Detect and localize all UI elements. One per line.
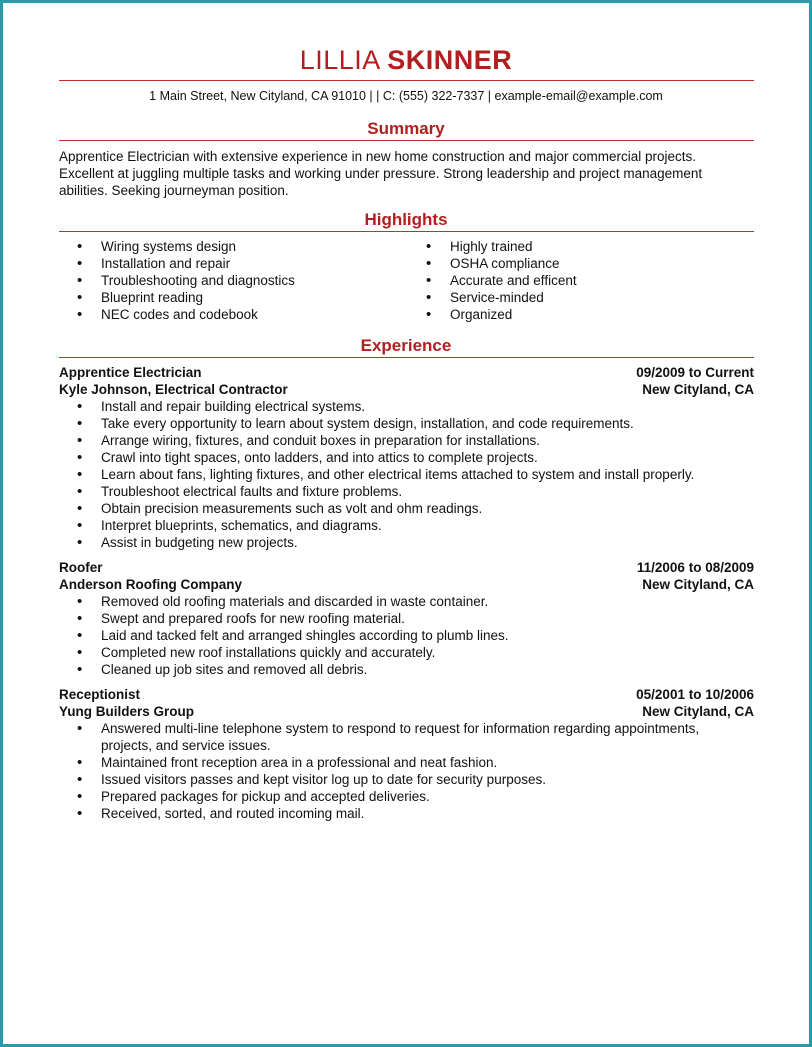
job-entry bbox=[59, 686, 754, 822]
highlight-item: • Installation and repair bbox=[59, 255, 399, 272]
job-company-row bbox=[59, 576, 754, 593]
duty-item: • Obtain precision measurements such as volt and ohm readings. bbox=[59, 500, 754, 517]
job-title: Roofer bbox=[59, 560, 103, 575]
summary-divider bbox=[59, 140, 754, 141]
highlight-item: • Troubleshooting and diagnostics bbox=[59, 272, 399, 289]
duty-item: • Troubleshoot electrical faults and fixture problems. bbox=[59, 483, 754, 500]
job-entry bbox=[59, 364, 754, 551]
first-name: LILLIA bbox=[299, 45, 380, 75]
highlight-item: • OSHA compliance bbox=[408, 255, 748, 272]
highlight-item: • Wiring systems design bbox=[59, 238, 399, 255]
duty-item: • Take every opportunity to learn about system design, installation, and code requirements. bbox=[59, 415, 754, 432]
duty-item: • Laid and tacked felt and arranged shingles according to plumb lines. bbox=[59, 627, 754, 644]
highlight-item: • Service-minded bbox=[408, 289, 748, 306]
duty-item: • Cleaned up job sites and removed all debris. bbox=[59, 661, 754, 678]
job-dates: 09/2009 to Current bbox=[636, 365, 754, 380]
job-entry bbox=[59, 559, 754, 678]
job-location: New Cityland, CA bbox=[642, 704, 754, 719]
duty-item: • Learn about fans, lighting fixtures, and other electrical items attached to system and install properly. bbox=[59, 466, 754, 483]
summary-heading: Summary bbox=[367, 119, 445, 138]
job-company-row bbox=[59, 381, 754, 398]
summary-line: Excellent at juggling multiple tasks and working under pressure. Strong leadership and project management bbox=[59, 166, 703, 181]
job-company: Yung Builders Group bbox=[59, 704, 195, 719]
duty-item: • Arrange wiring, fixtures, and conduit boxes in preparation for installations. bbox=[59, 432, 754, 449]
contact-line: 1 Main Street, New Cityland, CA 91010 | | C: (555) 322-7337 | example-email@example.com bbox=[149, 89, 663, 103]
highlight-item: • NEC codes and codebook bbox=[59, 306, 399, 323]
highlight-item: • Blueprint reading bbox=[59, 289, 399, 306]
highlights-divider bbox=[59, 231, 754, 232]
job-company: Anderson Roofing Company bbox=[59, 577, 242, 592]
duty-item: • Interpret blueprints, schematics, and diagrams. bbox=[59, 517, 754, 534]
highlights-right-list bbox=[408, 238, 748, 323]
summary-text bbox=[59, 148, 759, 199]
duty-item: • Assist in budgeting new projects. bbox=[59, 534, 754, 551]
job-duties-list bbox=[59, 398, 754, 551]
job-dates: 11/2006 to 08/2009 bbox=[636, 560, 754, 575]
duty-item: • Install and repair building electrical systems. bbox=[59, 398, 754, 415]
job-company: Kyle Johnson, Electrical Contractor bbox=[59, 382, 288, 397]
job-duties-list bbox=[59, 593, 754, 678]
duty-item: • Removed old roofing materials and discarded in waste container. bbox=[59, 593, 754, 610]
experience-divider bbox=[59, 357, 754, 358]
experience-heading: Experience bbox=[360, 336, 452, 355]
job-header-row bbox=[59, 559, 754, 576]
summary-line: Apprentice Electrician with extensive experience in new home construction and major commercial projects. bbox=[59, 149, 697, 164]
job-title: Receptionist bbox=[59, 687, 141, 702]
job-title: Apprentice Electrician bbox=[59, 365, 202, 380]
job-dates: 05/2001 to 10/2006 bbox=[636, 687, 754, 702]
resume-page bbox=[3, 3, 809, 1044]
duty-item: • Received, sorted, and routed incoming mail. bbox=[59, 805, 754, 822]
last-name: SKINNER bbox=[387, 45, 513, 75]
header-divider bbox=[59, 80, 754, 81]
summary-line: abilities. Seeking journeyman position. bbox=[59, 183, 289, 198]
highlight-item: • Organized bbox=[408, 306, 748, 323]
candidate-name bbox=[3, 45, 809, 76]
duty-item: • Answered multi-line telephone system to respond to request for information regarding appointments, projects, and service issues. bbox=[59, 720, 754, 754]
duty-item: • Issued visitors passes and kept visitor log up to date for security purposes. bbox=[59, 771, 754, 788]
highlights-left-list bbox=[59, 238, 399, 323]
duty-item: • Completed new roof installations quickly and accurately. bbox=[59, 644, 754, 661]
highlight-item: • Highly trained bbox=[408, 238, 748, 255]
job-company-row bbox=[59, 703, 754, 720]
duty-item: • Crawl into tight spaces, onto ladders, and into attics to complete projects. bbox=[59, 449, 754, 466]
highlights-heading: Highlights bbox=[364, 210, 448, 229]
job-header-row bbox=[59, 686, 754, 703]
duty-item: • Maintained front reception area in a professional and neat fashion. bbox=[59, 754, 754, 771]
duty-item: • Prepared packages for pickup and accepted deliveries. bbox=[59, 788, 754, 805]
job-location: New Cityland, CA bbox=[642, 577, 754, 592]
job-duties-list bbox=[59, 720, 754, 822]
duty-item: • Swept and prepared roofs for new roofing material. bbox=[59, 610, 754, 627]
highlight-item: • Accurate and efficent bbox=[408, 272, 748, 289]
job-header-row bbox=[59, 364, 754, 381]
job-location: New Cityland, CA bbox=[642, 382, 754, 397]
